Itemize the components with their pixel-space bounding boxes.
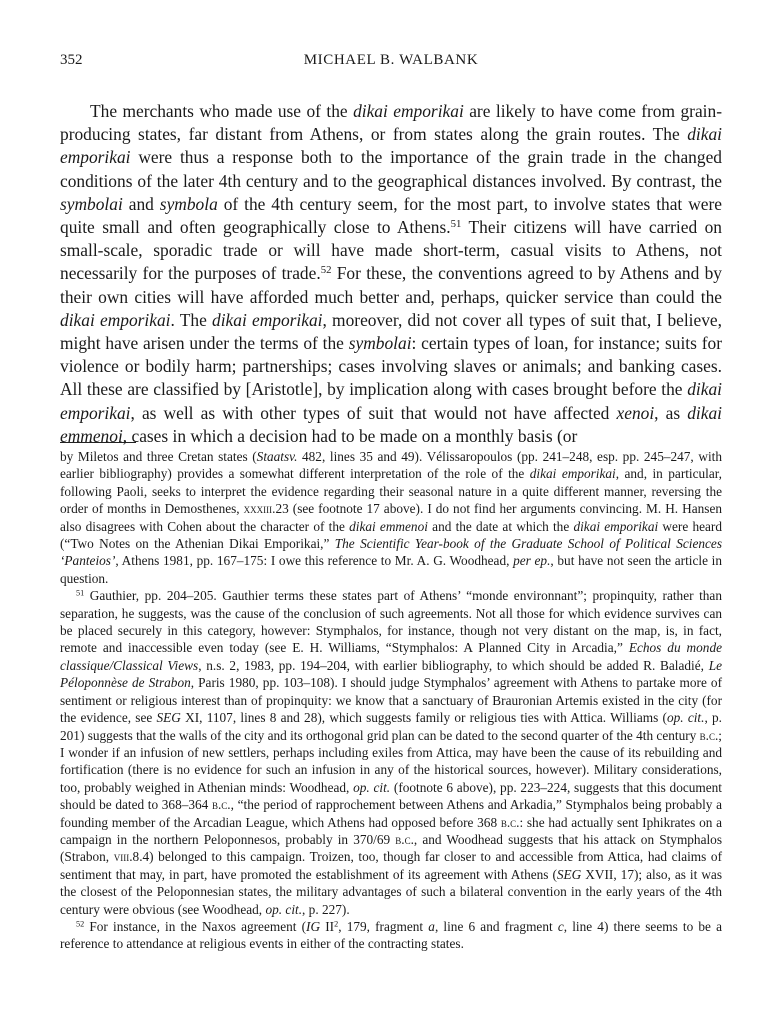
text-run: XVII, 17); also, as it was the closest of the Peloponnesian states, the military advantages of such a bilateral convention in the early years of the 4th century were obvious (see Woodhead, (60, 866, 723, 917)
footnote-ref: 52 (320, 264, 332, 277)
italic-run: dikai emporikai (212, 309, 323, 330)
footnote-51 (60, 587, 722, 918)
text-run: , n.s. 2, 1983, pp. 194–204, with earlier bibliography, to which should be added R. Baladié, (198, 657, 709, 673)
text-run: , moreover, did not cover all types of suit that, I believe, might have arisen under the terms of the (60, 309, 722, 354)
text-run: and (122, 193, 160, 214)
text-run: , 179, fragment (338, 918, 429, 934)
italic-run: dikai emporikai (60, 309, 171, 330)
text-run: , as well as with other types of suit that would not have affected (130, 402, 617, 423)
italic-run: symbolai (60, 193, 123, 214)
footnote-52 (60, 918, 722, 953)
text-run: , and Woodhead suggests that his attack on Stymphalos (Strabon, (60, 831, 722, 865)
small-caps-run: b.c. (699, 727, 719, 743)
text-run: The merchants who made use of the (90, 101, 354, 121)
footnote-rule (60, 442, 136, 443)
italic-run: dikai emporikai (353, 101, 464, 121)
text-run: , “the period of rapprochement between Athens and Arkadia,” Stymphalos being probably a founding member of the Arcadian League, which Athens had opposed before 368 (60, 797, 722, 830)
small-caps-run: xxxiii (243, 501, 273, 517)
text-run: XI, 1107, lines 8 and 28), which suggests family or religious ties with Attica. Williams ( (180, 710, 667, 726)
italic-run: op. cit. (666, 710, 705, 726)
text-run: and the date at which the (427, 518, 574, 534)
footnote-ref: 51 (76, 588, 85, 598)
body-paragraph (60, 100, 722, 448)
text-run: , cases in which a decision had to be made on a monthly basis (or (122, 425, 578, 446)
text-run: , and, in particular, following Paoli, seeks to interpret the evidence regarding their seasonal nature in a quite different manner, reversing the order of months in Demosthenes, (60, 466, 722, 517)
text-run: Their citizens will have carried on small-scale, sporadic trade or will have made short-term, casual visits to Athens, not necessarily for the purposes of trade. (60, 217, 722, 284)
italic-run: per ep. (513, 553, 551, 569)
italic-run: IG (306, 918, 321, 934)
italic-run: The Scientific Year-book of the Graduate School of Political Sciences ‘Panteios’ (60, 536, 722, 569)
footnote-continued (60, 448, 722, 587)
text-run: II (320, 918, 335, 934)
italic-run: op. cit. (265, 901, 303, 917)
footnote-ref: 51 (450, 218, 462, 231)
italic-run: xenoi (616, 402, 655, 423)
text-run: For these, the conventions agreed to by Athens and by their own cities will have afforded much better and, perhaps, quicker service than could the (60, 263, 722, 307)
text-run: were heard (“Two Notes on the Athenian Dikai Emporikai,” (60, 518, 723, 552)
italic-run: dikai emmenoi (349, 518, 428, 534)
text-run: , line 6 and fragment (434, 918, 558, 934)
text-run: , line 4) there seems to be a reference to attendance at religious events in either of the contracting states. (60, 918, 722, 952)
text-run: : she had actually sent Iphikrates on a campaign in the northern Peloponnesos, probably in 370/69 (60, 814, 722, 847)
italic-run: a (428, 918, 435, 934)
small-caps-run: b.c. (395, 831, 414, 847)
text-run: : certain types of loan, for instance; suits for violence or bodily harm; partnerships; cases involving slaves or animals; and banking cases. All these are classified by [Aristotle], by implication along with cases brought before the (60, 333, 722, 400)
main-text (60, 100, 722, 448)
italic-run: SEG (556, 866, 582, 882)
running-head: MICHAEL B. WALBANK (303, 52, 479, 68)
text-run: . The (170, 309, 212, 330)
italic-run: Staatsv. (256, 449, 298, 464)
text-run: are likely to have come from grain-producing states, far distant from Athens, or from states along the grain routes. The (60, 101, 722, 145)
text-run: .8.4) belonged to this campaign. Troizen, too, though far closer to and accessible from Attica, had claims of sentiment that may, in part, have promoted the establishment of its agreement with Athens ( (60, 849, 722, 882)
text-run: (footnote 6 above), pp. 223–224, suggests that this document should be dated to 368–364 (60, 779, 722, 813)
italic-run: SEG (156, 710, 181, 726)
footnote-ref: 2 (334, 919, 339, 929)
text-run: For instance, in the Naxos agreement ( (84, 918, 307, 934)
text-run: , Athens 1981, pp. 167–175: I owe this reference to Mr. A. G. Woodhead, (115, 553, 514, 569)
italic-run: dikai emporikai (529, 466, 616, 482)
text-run: , Paris 1980, pp. 103–108). I should judge Stymphalos’ agreement with Athens to partake more of sentiment or religious interest than of propinquity: we know that a sanctuary of Brauronian Artemis existed in the city (for the evidence, see (60, 675, 723, 726)
text-run: , as (654, 402, 688, 423)
text-run: of the 4th century seem, for the most part, to involve states that were quite small and often geographically close to Athens. (60, 193, 722, 238)
italic-run: dikai emporikai (60, 379, 722, 423)
footnotes (60, 448, 722, 953)
italic-run: c (557, 918, 564, 934)
page-number: 352 (60, 52, 83, 68)
footnote-ref: 52 (76, 919, 85, 929)
text-run: by Miletos and three Cretan states ( (60, 449, 257, 464)
italic-run: symbola (159, 193, 218, 214)
italic-run: Le Péloponnèse de Strabon (60, 657, 723, 691)
italic-run: op. cit. (353, 779, 391, 795)
text-run: 482, lines 35 and 49). Vélissaropoulos (pp. 241–248, esp. pp. 245–247, with earlier bibliography) provides a somewhat different interpretation of the role of the (60, 449, 722, 482)
text-run: were thus a response both to the importance of the grain trade in the changed conditions of the later 4th century and to the geographical distances involved. By contrast, the (60, 147, 722, 191)
text-run: ; I wonder if an infusion of new settlers, perhaps including exiles from Attica, may have been the cause of its rebuilding and fortification (there is no evidence for such an infusion in any of the historical sources, however). Military considerations, too, probably weighed in Athenian minds: Woodhead, (60, 727, 722, 795)
text-run: , p. 201) suggests that the walls of the city and its orthogonal grid plan can be dated to the second quarter of the 4th century (60, 710, 722, 743)
text-run: , but have not seen the article in question. (60, 553, 722, 586)
small-caps-run: b.c. (211, 797, 231, 813)
small-caps-run: b.c. (500, 814, 520, 830)
italic-run: Echos du monde classique/Classical Views (60, 640, 723, 673)
italic-run: dikai emporikai (573, 518, 659, 534)
small-caps-run: viii (113, 849, 130, 865)
italic-run: dikai emporikai (60, 124, 722, 168)
text-run: .23 (see footnote 17 above). I do not find her arguments convincing. M. H. Hansen also disagrees with Cohen about the character of the (60, 501, 723, 534)
italic-run: symbolai (348, 333, 412, 354)
text-run: , p. 227). (302, 901, 350, 917)
page-header (60, 52, 722, 74)
italic-run: dikai emmenoi (60, 402, 722, 446)
text-run: Gauthier, pp. 204–205. Gauthier terms these states part of Athens’ “monde environnant”; propinquity, rather than separation, he suggests, was the cause of the conclusion of such agreements. Not all those for which evidence survives can be placed securely in this category, however: Stymphalos, for instance, though not very distant on the map, is, in fact, remote and inaccessible even today (see E. H. Williams, “Stymphalos: A Planned City in Arcadia,” (60, 588, 722, 656)
